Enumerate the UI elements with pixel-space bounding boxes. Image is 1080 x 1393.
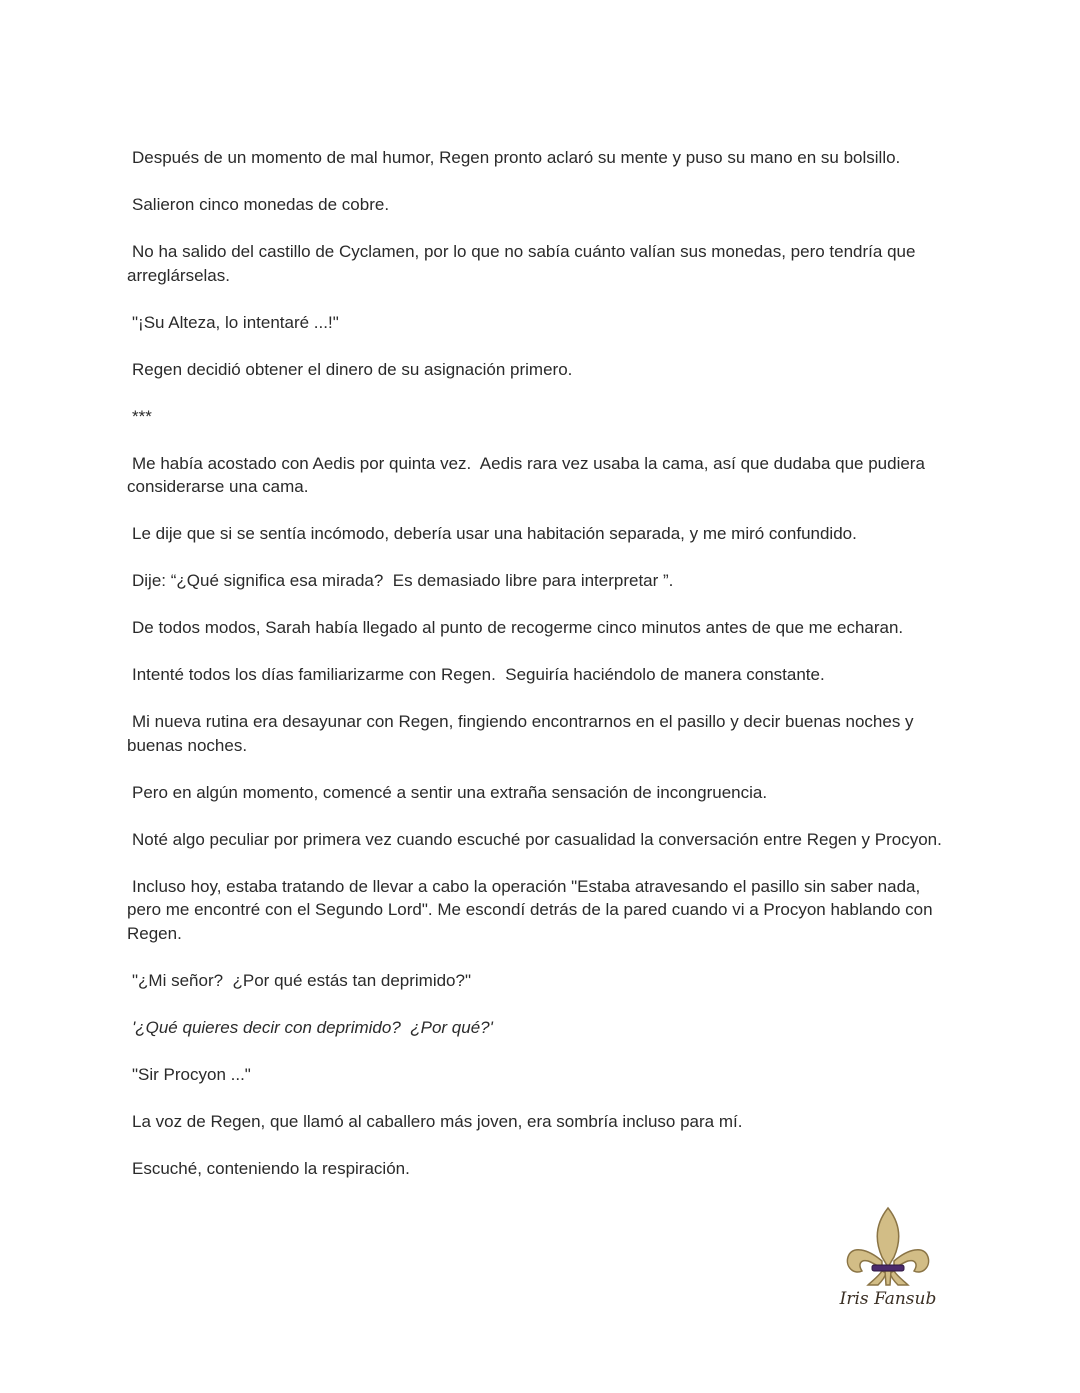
dialogue-line: "¿Mi señor? ¿Por qué estás tan deprimido?" xyxy=(132,970,472,990)
paragraph: Salieron cinco monedas de cobre. xyxy=(132,195,390,214)
paragraph: Escuché, conteniendo la respiración. xyxy=(132,1158,410,1178)
paragraph: Noté algo peculiar por primera vez cuando escuché por casualidad la conversación entre Regen y Procyon. xyxy=(132,829,942,849)
paragraph: Intenté todos los días familiarizarme con Regen. Seguiría haciéndolo de manera constante. xyxy=(132,665,825,684)
paragraph: No ha salido del castillo de Cyclamen, por lo que no sabía cuánto valían sus monedas, pero tendría que arreglárselas. xyxy=(127,242,921,285)
logo xyxy=(838,1205,938,1315)
paragraph: Incluso hoy, estaba tratando de llevar a cabo la operación "Estaba atravesando el pasillo sin saber nada, pero me encontré con el Segundo Lord". Me escondí detrás de la pared cuando vi a Procyon hablando con Regen. xyxy=(127,876,938,943)
paragraph: Regen decidió obtener el dinero de su asignación primero. xyxy=(132,359,573,379)
document-body xyxy=(127,146,957,1204)
paragraph: Me había acostado con Aedis por quinta vez. Aedis rara vez usaba la cama, así que dudaba que pudiera considerarse una cama. xyxy=(127,453,930,496)
dialogue-line: "Sir Procyon ..." xyxy=(132,1064,251,1084)
paragraph: La voz de Regen, que llamó al caballero más joven, era sombría incluso para mí. xyxy=(132,1111,743,1131)
thought-line: '¿Qué quieres decir con deprimido? ¿Por qué?' xyxy=(132,1017,493,1037)
scene-break: *** xyxy=(132,406,152,426)
paragraph: Le dije que si se sentía incómodo, debería usar una habitación separada, y me miró confundido. xyxy=(132,524,857,543)
paragraph: Mi nueva rutina era desayunar con Regen, fingiendo encontrarnos en el pasillo y decir buenas noches y buenas noches. xyxy=(127,712,919,755)
paragraph: De todos modos, Sarah había llegado al punto de recogerme cinco minutos antes de que me echaran. xyxy=(132,618,904,637)
logo-text: Iris Fansub xyxy=(839,1289,937,1309)
paragraph: Dije: “¿Qué significa esa mirada? Es demasiado libre para interpretar ”. xyxy=(132,571,674,590)
paragraph: Después de un momento de mal humor, Regen pronto aclaró su mente y puso su mano en su bolsillo. xyxy=(132,148,901,167)
fleur-de-lis-icon xyxy=(838,1205,938,1291)
paragraph: "¡Su Alteza, lo intentaré ...!" xyxy=(132,312,339,332)
paragraph: Pero en algún momento, comencé a sentir una extraña sensación de incongruencia. xyxy=(132,782,768,802)
